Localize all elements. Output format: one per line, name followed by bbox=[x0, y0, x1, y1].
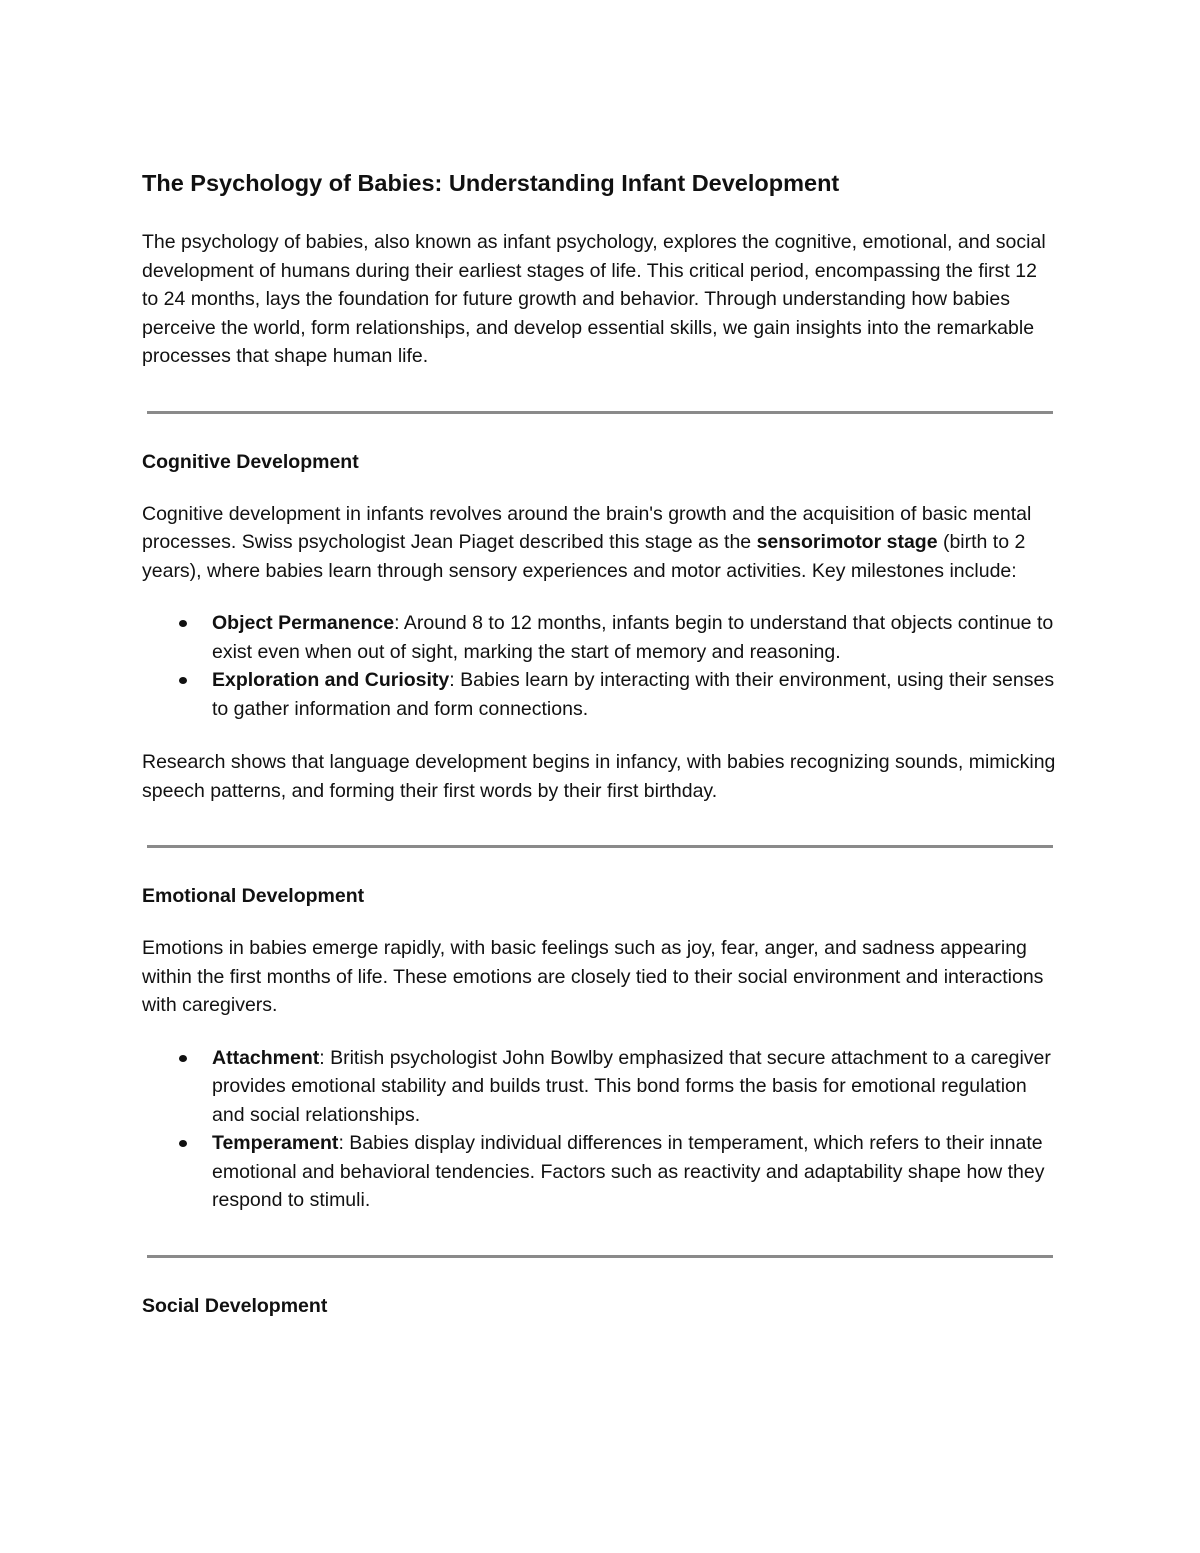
bullet-icon bbox=[179, 620, 187, 627]
section-heading-social: Social Development bbox=[142, 1294, 328, 1317]
bullet-term: Exploration and Curiosity bbox=[212, 669, 450, 691]
list-item bbox=[142, 609, 1058, 666]
emotional-factors-list bbox=[142, 1044, 1058, 1215]
intro-paragraph: The psychology of babies, also known as infant psychology, explores the cognitive, emotional, and social development of humans during their earliest stages of life. This critical period, encompassing the first 12 to 24 months, lays the foundation for future growth and behavior. Through understanding how babies perceive the world, form relationships, and develop essential skills, we gain insights into the remarkable processes that shape human life. bbox=[142, 231, 1046, 367]
bullet-text: : Around 8 to 12 months, infants begin to understand that objects continue to exist even when out of sight, marking the start of memory and reasoning. bbox=[212, 612, 1054, 663]
cognitive-closing-paragraph: Research shows that language development begins in infancy, with babies recognizing sounds, mimicking speech patterns, and forming their first words by their first birthday. bbox=[142, 751, 1056, 802]
cognitive-paragraph-text-1: Cognitive development in infants revolves around the brain's growth and the acquisition of basic mental processes. Swiss psychologist Jean Piaget described this stage as the bbox=[142, 502, 1032, 553]
section-divider bbox=[147, 845, 1053, 848]
bullet-term: Attachment bbox=[212, 1046, 320, 1069]
section-heading-cognitive: Cognitive Development bbox=[142, 450, 359, 473]
list-item bbox=[142, 1044, 1058, 1130]
cognitive-milestones-list bbox=[142, 609, 1058, 723]
sensorimotor-stage-term: sensorimotor stage bbox=[756, 531, 938, 553]
section-divider bbox=[147, 411, 1053, 414]
bullet-term: Object Permanence bbox=[212, 612, 395, 634]
document-title: The Psychology of Babies: Understanding Infant Development bbox=[142, 170, 840, 196]
list-item bbox=[142, 666, 1058, 723]
list-item bbox=[142, 1129, 1058, 1215]
bullet-text: : Babies learn by interacting with their environment, using their senses to gather information and form connections. bbox=[212, 669, 1055, 720]
bullet-icon bbox=[179, 1055, 187, 1062]
bullet-icon bbox=[179, 677, 187, 684]
emotional-paragraph: Emotions in babies emerge rapidly, with basic feelings such as joy, fear, anger, and sadness appearing within the first months of life. These emotions are closely tied to their social environment and interactions with caregivers. bbox=[142, 937, 1044, 1016]
bullet-text: : British psychologist John Bowlby emphasized that secure attachment to a caregiver provides emotional stability and builds trust. This bond forms the basis for emotional regulation and social relationships. bbox=[212, 1046, 1051, 1126]
section-divider bbox=[147, 1255, 1053, 1258]
cognitive-paragraph-text-2: (birth to 2 years), where babies learn through sensory experiences and motor activities. Key milestones include: bbox=[142, 531, 1026, 582]
cognitive-paragraph bbox=[142, 500, 1058, 586]
bullet-text: : Babies display individual differences in temperament, which refers to their innate emotional and behavioral tendencies. Factors such as reactivity and adaptability shape how they respond to stimuli. bbox=[212, 1132, 1045, 1211]
bullet-term: Temperament bbox=[212, 1132, 339, 1154]
bullet-icon bbox=[179, 1140, 187, 1147]
section-heading-emotional: Emotional Development bbox=[142, 885, 365, 907]
document-page bbox=[142, 168, 1058, 1344]
